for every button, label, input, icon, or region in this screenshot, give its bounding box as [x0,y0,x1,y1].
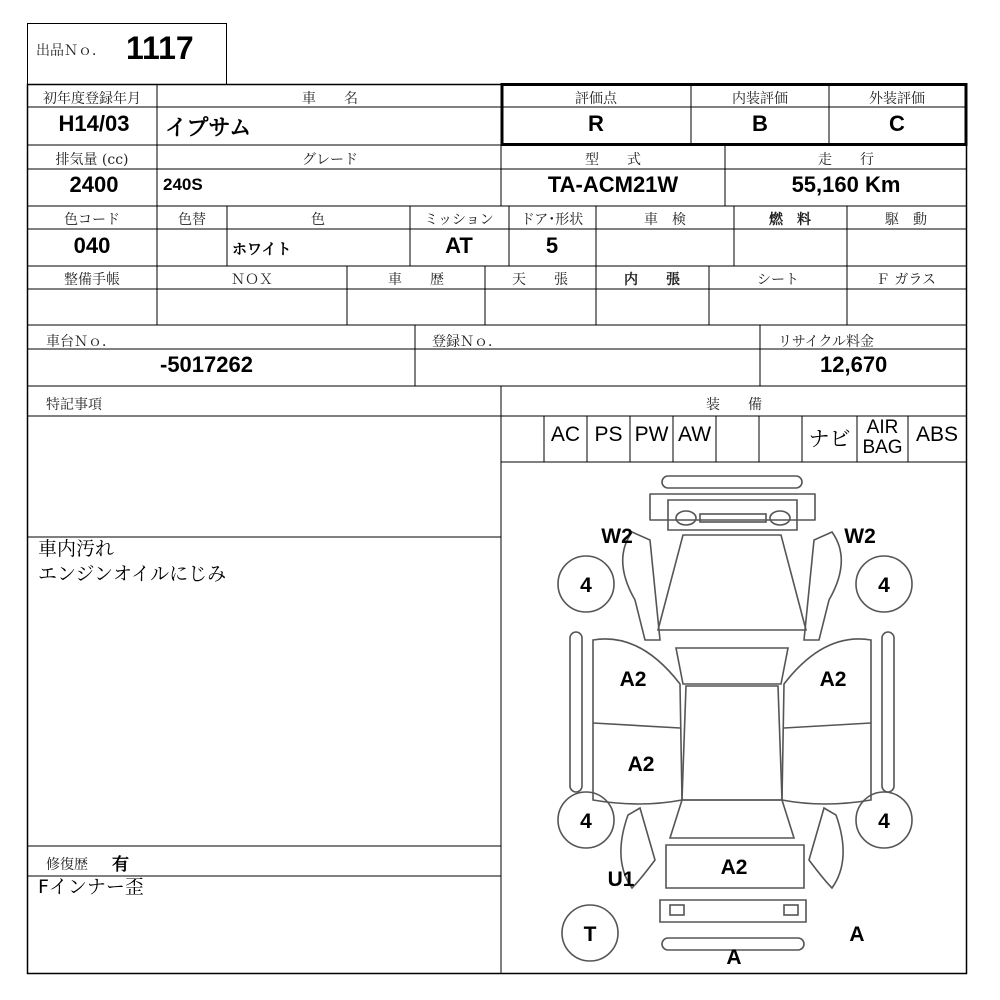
notes-label: 特記事項 [46,397,102,413]
displacement-label: 排気量 (cc) [55,152,129,168]
repair-label: 修復歴 [46,857,88,873]
mark-a2-trunk: A2 [720,856,748,879]
displacement-value: 2400 [69,172,119,197]
color-value: ホワイト [232,241,292,258]
inspection-label: 車 検 [644,212,686,228]
ceiling-label: 天 張 [512,272,568,288]
mark-a-right: A [849,923,865,946]
repair-value: 有 [112,855,129,874]
mission-value: AT [445,233,473,258]
equip-aw: AW [677,423,712,446]
mark-a2-left-rear: A2 [627,753,655,776]
history-label: 車 歴 [388,272,444,288]
note-line-1: 車内汚れ [38,538,115,560]
service-book-label: 整備手帳 [64,272,120,288]
score-label: 評価点 [575,91,617,107]
first-reg-label: 初年度登録年月 [43,91,141,107]
color-label: 色 [311,212,325,228]
equip-airbag: AIR BAG [862,417,903,458]
car-name-value: イプサム [165,115,252,140]
interior-value: B [752,111,768,136]
recycle-value: 12,670 [820,352,888,377]
mark-tire-fr: 4 [878,574,890,597]
mark-a-bottom: A [726,946,742,969]
nox-label: ＮＯＸ [231,272,273,288]
interior-trim-label: 内 張 [624,272,680,288]
mark-a2-left-front: A2 [619,668,647,691]
drive-label: 駆 動 [885,212,927,228]
note-line-2: エンジンオイルにじみ [38,563,227,585]
car-name-label: 車 名 [302,91,358,107]
model-value: TA-ACM21W [547,172,679,197]
repaint-label: 色替 [178,212,206,228]
lot-number: 1117 [126,30,194,66]
fuel-label: 燃 料 [769,212,811,228]
mark-a2-right-front: A2 [819,668,847,691]
interior-label: 内装評価 [732,91,788,107]
mission-label: ミッション [424,212,494,228]
seat-label: シート [757,272,799,288]
color-code-value: 040 [73,233,111,258]
mark-w2-left: W2 [601,525,633,548]
mark-tire-fl: 4 [580,574,592,597]
equipment-label: 装 備 [706,397,762,413]
chassis-value: -5017262 [160,352,253,377]
exterior-label: 外装評価 [869,91,925,107]
lot-label: 出品Ｎｏ． [36,43,106,59]
mileage-label: 走 行 [818,152,874,168]
mark-tire-rl: 4 [580,810,592,833]
grade-label: グレード [302,152,358,168]
first-reg-value: H14/03 [58,111,130,136]
equip-abs: ABS [915,423,959,446]
door-label: ドア･形状 [520,212,584,228]
equip-navi: ナビ [808,428,851,451]
mark-spare-t: T [583,923,597,946]
exterior-value: C [889,111,905,136]
mark-tire-rr: 4 [878,810,890,833]
mileage-value: 55,160 Km [791,172,901,197]
mark-u1: U1 [607,868,635,891]
repair-note: Fインナー歪 [38,876,144,898]
recycle-label: リサイクル料金 [778,334,875,350]
chassis-label: 車台Ｎｏ． [46,334,116,350]
grade-value: 240S [163,175,203,194]
score-value: R [588,111,604,136]
mark-w2-right: W2 [844,525,876,548]
fglass-label: Ｆ ガラス [875,272,937,288]
model-label: 型 式 [585,152,641,168]
reg-no-label: 登録Ｎｏ． [432,334,502,350]
color-code-label: 色コード [64,212,120,228]
equip-ps: PS [594,423,623,446]
equip-pw: PW [634,423,669,446]
door-value: 5 [545,233,559,258]
equip-ac: AC [550,423,581,446]
